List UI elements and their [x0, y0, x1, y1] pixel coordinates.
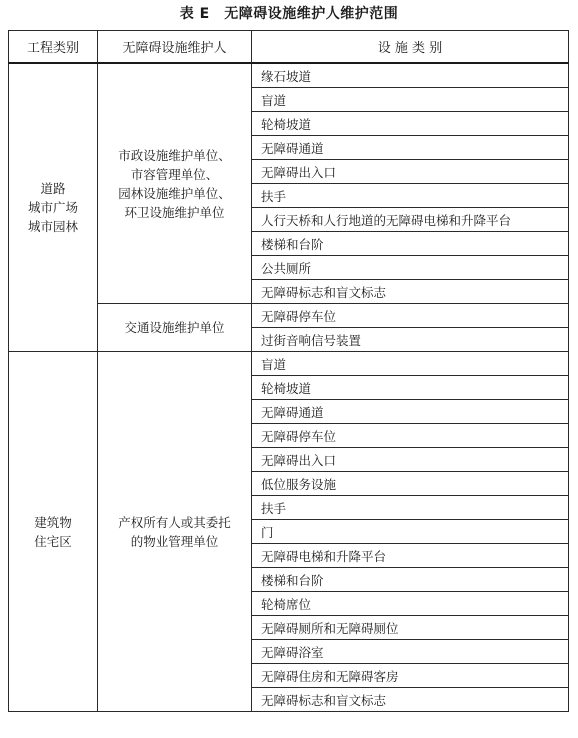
facility-cell: 无障碍通道 — [252, 136, 569, 160]
facility-cell: 无障碍电梯和升降平台 — [252, 544, 569, 568]
header-maintainer: 无障碍设施维护人 — [98, 31, 252, 64]
header-row — [9, 31, 569, 64]
facility-cell: 楼梯和台阶 — [252, 568, 569, 592]
facility-cell: 无障碍通道 — [252, 400, 569, 424]
facility-cell: 轮椅坡道 — [252, 376, 569, 400]
facility-cell: 轮椅坡道 — [252, 112, 569, 136]
maintenance-scope-table — [8, 30, 569, 712]
facility-cell: 无障碍停车位 — [252, 424, 569, 448]
table-row — [9, 63, 569, 88]
facility-cell: 扶手 — [252, 184, 569, 208]
table-caption: 表 E 无障碍设施维护人维护范围 — [179, 6, 399, 22]
facility-cell: 无障碍出入口 — [252, 448, 569, 472]
maintainer-municipal: 市政设施维护单位、 市容管理单位、 园林设施维护单位、 环卫设施维护单位 — [98, 63, 252, 304]
facility-cell: 门 — [252, 520, 569, 544]
facility-cell: 轮椅席位 — [252, 592, 569, 616]
facility-cell: 缘石坡道 — [252, 63, 569, 88]
facility-cell: 无障碍出入口 — [252, 160, 569, 184]
facility-cell: 无障碍住房和无障碍客房 — [252, 664, 569, 688]
header-project-category: 工程类别 — [9, 31, 98, 64]
facility-cell: 无障碍浴室 — [252, 640, 569, 664]
facility-cell: 扶手 — [252, 496, 569, 520]
table-row — [9, 352, 569, 376]
facility-cell: 无障碍标志和盲文标志 — [252, 688, 569, 712]
facility-cell: 人行天桥和人行地道的无障碍电梯和升降平台 — [252, 208, 569, 232]
facility-cell: 公共厕所 — [252, 256, 569, 280]
facility-cell: 盲道 — [252, 88, 569, 112]
facility-cell: 盲道 — [252, 352, 569, 376]
facility-cell: 低位服务设施 — [252, 472, 569, 496]
maintainer-traffic: 交通设施维护单位 — [98, 304, 252, 352]
facility-cell: 楼梯和台阶 — [252, 232, 569, 256]
facility-cell: 无障碍厕所和无障碍厕位 — [252, 616, 569, 640]
facility-cell: 无障碍停车位 — [252, 304, 569, 328]
maintainer-property: 产权所有人或其委托 的物业管理单位 — [98, 352, 252, 712]
facility-cell: 无障碍标志和盲文标志 — [252, 280, 569, 304]
header-facility-type: 设 施 类 别 — [252, 31, 569, 64]
category-road: 道路 城市广场 城市园林 — [9, 63, 98, 352]
facility-cell: 过街音响信号装置 — [252, 328, 569, 352]
category-building: 建筑物 住宅区 — [9, 352, 98, 712]
